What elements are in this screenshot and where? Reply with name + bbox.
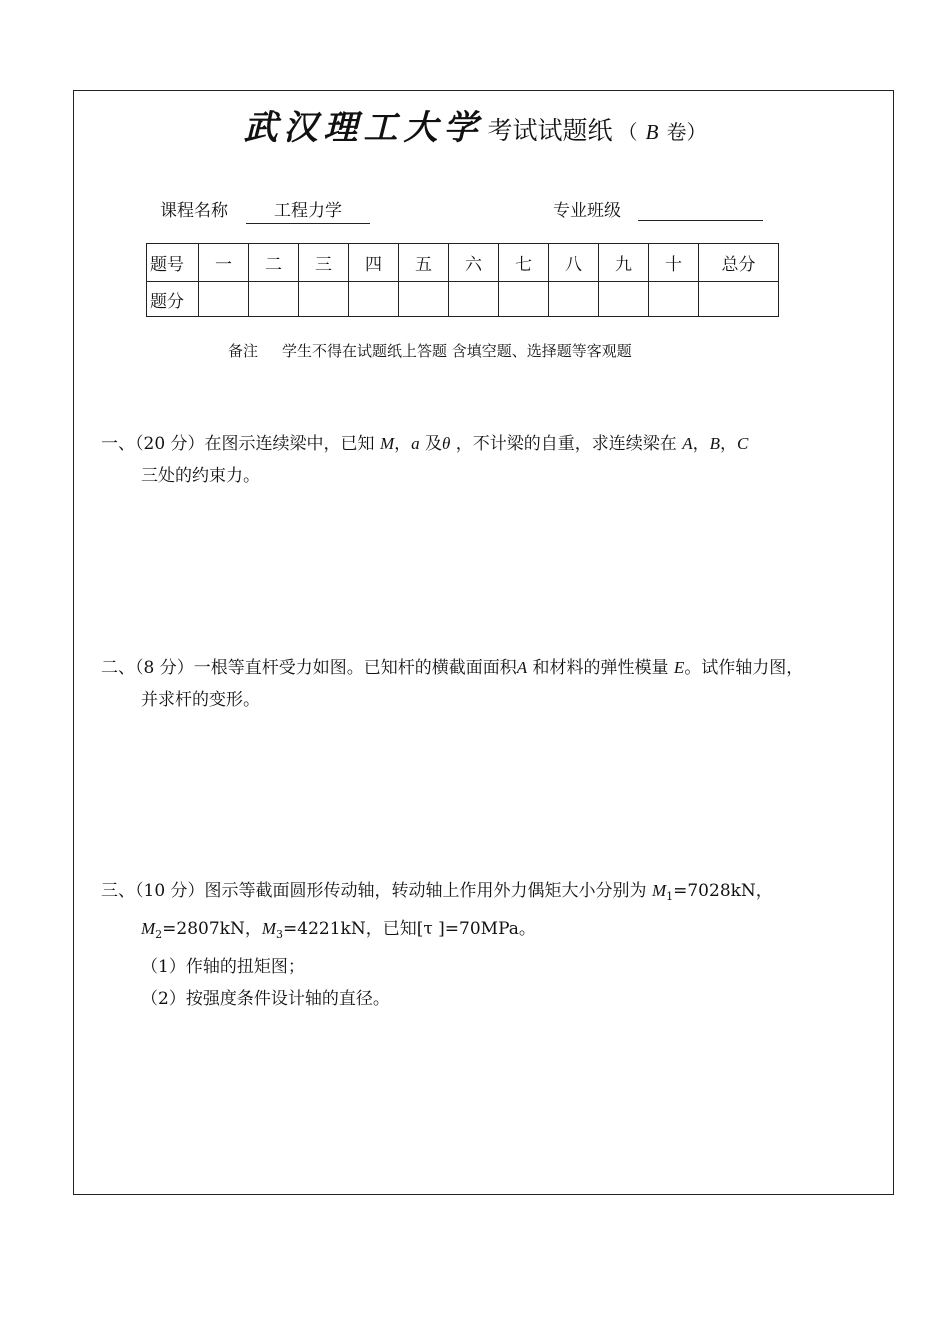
col-total: 总分: [699, 244, 779, 282]
course-name-value: 工程力学: [246, 196, 370, 224]
q2-var-e: E: [673, 658, 685, 677]
q3-m3-sub: 3: [276, 928, 284, 941]
course-name-label: 课程名称: [160, 201, 228, 221]
exam-paper-label: 考试试题纸: [487, 116, 613, 145]
q3-m2-var: M: [141, 919, 156, 938]
q3-prefix: 三、（10 分）图示等截面圆形传动轴，转动轴上作用外力偶矩大小分别为: [101, 881, 652, 901]
question-2-line-2: 并求杆的变形。: [141, 690, 260, 710]
q2-mid: 和材料的弹性模量: [527, 658, 674, 678]
score-cell: [599, 282, 649, 317]
col-4: 四: [349, 244, 399, 282]
col-10: 十: [649, 244, 699, 282]
score-cell: [399, 282, 449, 317]
q3-m3-var: M: [261, 919, 277, 938]
q1-var-a: a: [411, 434, 420, 453]
q3-m1-var: M: [651, 881, 667, 900]
col-7: 七: [499, 244, 549, 282]
score-cell: [549, 282, 599, 317]
class-blank-line: [638, 220, 763, 221]
question-3-sub-1: （1）作轴的扭矩图；: [141, 957, 305, 977]
q3-m1-val: =7028kN，: [673, 881, 773, 901]
q3-m1-sub: 1: [666, 890, 674, 903]
question-3-sub-2: （2）按强度条件设计轴的直径。: [141, 989, 390, 1009]
score-table: [146, 243, 779, 317]
score-cell: [249, 282, 299, 317]
q1-and: 及: [419, 434, 443, 454]
q3-m2-sub: 2: [155, 928, 163, 941]
col-2: 二: [249, 244, 299, 282]
row-head-number: 题号: [147, 244, 199, 282]
note-label: 备注: [228, 342, 259, 360]
q1-point-a: A: [682, 434, 693, 453]
q1-point-c: C: [736, 434, 749, 453]
question-3: [101, 875, 773, 1015]
score-table-row-score: [147, 282, 779, 317]
volume-paren-open: （: [617, 120, 638, 144]
col-3: 三: [299, 244, 349, 282]
question-2: [101, 652, 803, 716]
q2-end: 。试作轴力图，: [684, 658, 804, 678]
question-1-line-2: 三处的约束力。: [141, 466, 260, 486]
q3-m2-val: =2807kN，: [162, 919, 262, 939]
class-label: 专业班级: [553, 201, 621, 221]
q1-prefix: 一、（20 分）在图示连续梁中，已知: [101, 434, 380, 454]
col-5: 五: [399, 244, 449, 282]
question-1: [101, 428, 748, 492]
q1-var-theta: θ: [442, 434, 451, 453]
note: [228, 340, 632, 361]
score-cell: [199, 282, 249, 317]
score-cell-total: [699, 282, 779, 317]
q2-prefix: 二、（8 分）一根等直杆受力如图。已知杆的横截面面积: [101, 658, 517, 678]
exam-title: [0, 100, 950, 149]
col-1: 一: [199, 244, 249, 282]
q1-point-b: B: [709, 434, 720, 453]
question-3-line-2: [101, 913, 773, 951]
col-9: 九: [599, 244, 649, 282]
question-1-line-1: [101, 428, 748, 460]
score-cell: [299, 282, 349, 317]
question-2-line-1: [101, 652, 803, 684]
q1-sep3: ，: [719, 434, 737, 454]
q1-sep1: ，: [394, 434, 412, 454]
score-cell: [649, 282, 699, 317]
q3-m3-val: =4221kN，已知[τ ]=70MPa。: [283, 919, 536, 939]
q2-var-a: A: [516, 658, 528, 677]
volume-suffix: 卷）: [666, 120, 707, 144]
q1-sep2: ，: [692, 434, 710, 454]
col-8: 八: [549, 244, 599, 282]
volume-letter: B: [645, 120, 659, 144]
score-cell: [349, 282, 399, 317]
row-head-score: 题分: [147, 282, 199, 317]
score-table-row-number: [147, 244, 779, 282]
note-text: 学生不得在试题纸上答题 含填空题、选择题等客观题: [282, 342, 632, 360]
q1-mid: ，不计梁的自重，求连续梁在: [450, 434, 683, 454]
question-3-line-1: [101, 875, 773, 913]
score-cell: [449, 282, 499, 317]
q1-var-m: M: [379, 434, 395, 453]
university-name: 武汉理工大学: [243, 108, 484, 148]
col-6: 六: [449, 244, 499, 282]
score-cell: [499, 282, 549, 317]
